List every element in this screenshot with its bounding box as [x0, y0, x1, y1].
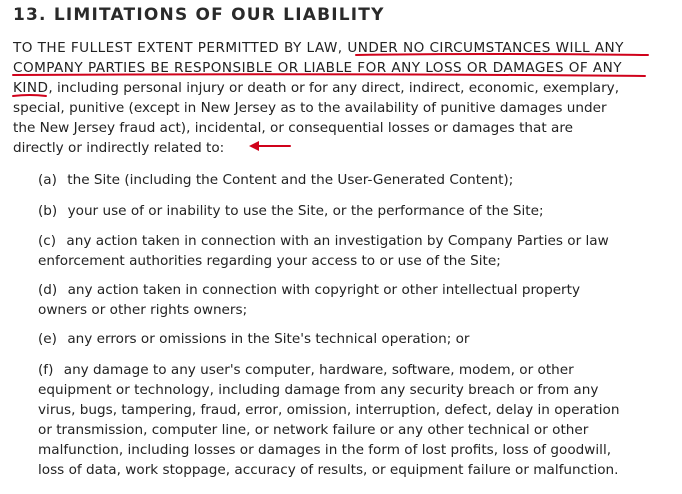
clause-line — [38, 201, 678, 221]
clause-text: the Site (including the Content and the User-Generated Content); — [67, 172, 514, 188]
clause-line: owners or other rights owners; — [38, 302, 248, 318]
intro-line: COMPANY PARTIES BE RESPONSIBLE OR LIABLE FOR ANY LOSS OR DAMAGES OF ANY — [13, 60, 623, 76]
intro-line — [13, 78, 678, 98]
clause-f — [38, 360, 678, 480]
clause-d — [38, 280, 678, 320]
clause-line: loss of data, work stoppage, accuracy of results, or equipment failure or malfunction. — [38, 462, 619, 478]
clause-a — [38, 170, 678, 190]
clause-text: any action taken in connection with an investigation by Company Parties or law — [66, 233, 609, 249]
intro-line: TO THE FULLEST EXTENT PERMITTED BY LAW, UNDER NO CIRCUMSTANCES WILL ANY — [13, 40, 624, 56]
clause-line — [38, 329, 678, 349]
clause-text: any errors or omissions in the Site's technical operation; or — [67, 331, 470, 347]
clause-line: virus, bugs, tampering, fraud, error, omission, interruption, defect, delay in operation — [38, 402, 620, 418]
clause-line — [38, 231, 678, 251]
intro-line: the New Jersey fraud act), incidental, or consequential losses or damages that are — [13, 120, 573, 136]
clause-text: any action taken in connection with copyright or other intellectual property — [67, 282, 581, 298]
clause-line — [38, 280, 678, 300]
intro-text: , including personal injury or death or for any direct, indirect, economic, exemplary, — [48, 80, 620, 96]
clause-marker: (d) — [38, 282, 58, 298]
clause-line: enforcement authorities regarding your access to or use of the Site; — [38, 253, 501, 269]
clause-line: equipment or technology, including damage from any security breach or from any — [38, 382, 599, 398]
clause-marker: (a) — [38, 172, 57, 188]
intro-paragraph — [13, 38, 678, 158]
clause-line: malfunction, including losses or damages in the form of lost profits, loss of goodwill, — [38, 442, 612, 458]
clause-e — [38, 329, 678, 349]
section-heading: 13. LIMITATIONS OF OUR LIABILITY — [13, 5, 385, 25]
clause-marker: (e) — [38, 331, 57, 347]
intro-line: directly or indirectly related to: — [13, 140, 225, 156]
clause-line — [38, 360, 678, 380]
clause-text: your use of or inability to use the Site, or the performance of the Site; — [67, 203, 544, 219]
intro-caps-word: KIND — [13, 80, 49, 96]
clause-line: or transmission, computer line, or network failure or any other technical or other — [38, 422, 589, 438]
clause-marker: (f) — [38, 362, 54, 378]
clause-c — [38, 231, 678, 271]
clause-b — [38, 201, 678, 221]
clause-marker: (c) — [38, 233, 57, 249]
intro-line: special, punitive (except in New Jersey as to the availability of punitive damages under — [13, 100, 607, 116]
clause-marker: (b) — [38, 203, 58, 219]
clause-line — [38, 170, 678, 190]
clause-text: any damage to any user's computer, hardware, software, modem, or other — [63, 362, 574, 378]
